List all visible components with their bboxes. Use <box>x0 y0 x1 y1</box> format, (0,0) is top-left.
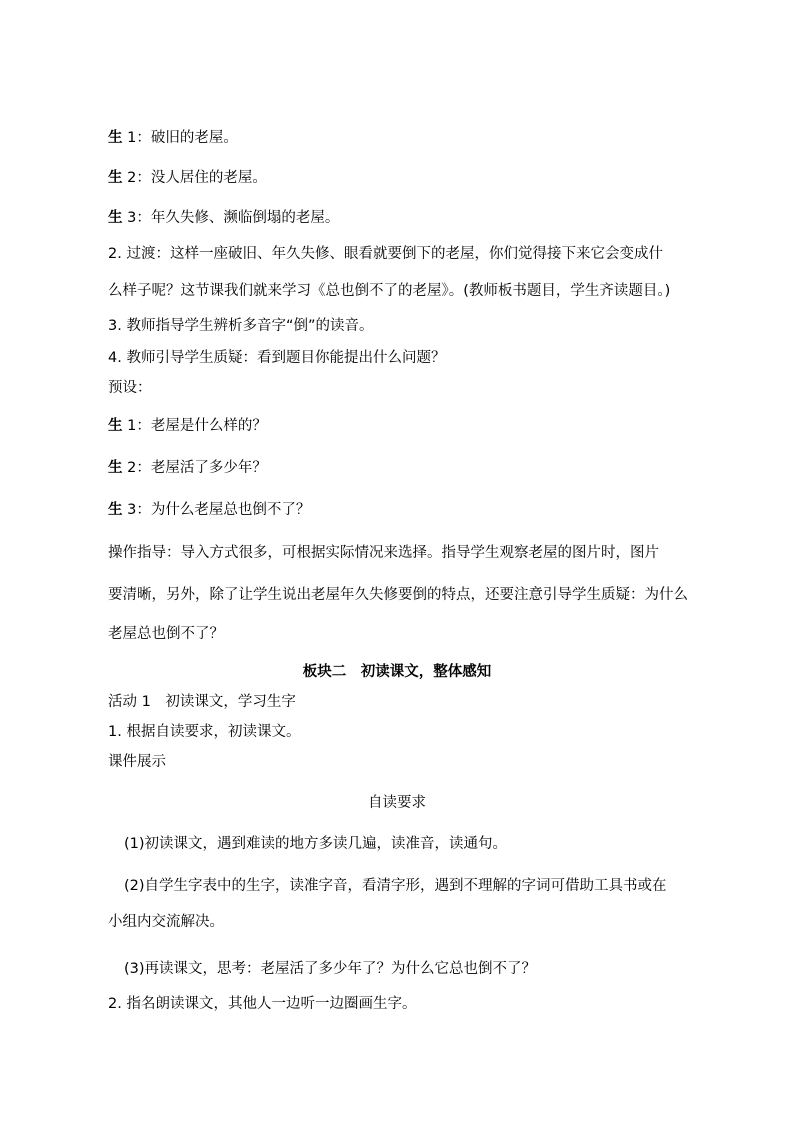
courseware-label: 课件展示 <box>108 754 166 770</box>
question-text: 3：为什么老屋总也倒不了？ <box>122 502 311 518</box>
answer-text: 3：年久失修、濒临倒塌的老屋。 <box>122 210 340 226</box>
requirement-2-cont: 小组内交流解决。 <box>108 914 224 930</box>
requirement-2: (2)自学生字表中的生字，读准字音，看清字形，遇到不理解的字词可借助工具书或在 <box>124 878 667 894</box>
operation-guide-line-1: 操作指导：导入方式很多，可根据实际情况来选择。指导学生观察老屋的图片时，图片 <box>108 545 659 561</box>
question-line-2 <box>108 458 734 478</box>
answer-line-1 <box>108 128 734 148</box>
paragraph-step-3: 3. 教师指导学生辨析多音字“倒”的读音。 <box>108 318 374 334</box>
requirement-1: (1)初读课文，遇到难读的地方多读几遍，读准音，读通句。 <box>124 836 508 852</box>
operation-guide-line-3: 老屋总也倒不了？ <box>108 626 224 642</box>
answer-text: 1：破旧的老屋。 <box>122 130 238 146</box>
question-line-3 <box>108 500 734 520</box>
step-2: 2. 指名朗读课文，其他人一边听一边圈画生字。 <box>108 996 417 1012</box>
question-line-1 <box>108 416 734 436</box>
question-text: 2：老屋活了多少年？ <box>122 460 267 476</box>
section-heading: 板块二 初读课文，整体感知 <box>302 664 492 680</box>
activity-heading: 活动 1 初读课文，学习生字 <box>108 694 296 710</box>
answer-line-2 <box>108 168 734 188</box>
speaker-label: 生 <box>108 502 123 518</box>
operation-guide-line-2: 要清晰，另外，除了让学生说出老屋年久失修要倒的特点，还要注意引导学生质疑：为什么 <box>108 587 688 603</box>
speaker-label: 生 <box>108 418 123 434</box>
paragraph-step-4: 4. 教师引导学生质疑：看到题目你能提出什么问题？ <box>108 350 446 366</box>
answer-line-3 <box>108 208 734 228</box>
speaker-label: 生 <box>108 210 123 226</box>
step-1: 1. 根据自读要求，初读课文。 <box>108 724 301 740</box>
speaker-label: 生 <box>108 130 123 146</box>
speaker-label: 生 <box>108 460 123 476</box>
paragraph-transition-cont: 么样子呢？这节课我们就来学习《总也倒不了的老屋》。(教师板书题目，学生齐读题目。) <box>108 283 671 299</box>
answer-text: 2：没人居住的老屋。 <box>122 170 267 186</box>
question-text: 1：老屋是什么样的？ <box>122 418 267 434</box>
paragraph-transition: 2. 过渡：这样一座破旧、年久失修、眼看就要倒下的老屋，你们觉得接下来它会变成什 <box>108 246 663 262</box>
requirement-3: (3)再读课文，思考：老屋活了多少年了？为什么它总也倒不了？ <box>124 961 537 977</box>
preset-label: 预设： <box>108 380 152 396</box>
reading-requirements-title: 自读要求 <box>368 795 426 811</box>
speaker-label: 生 <box>108 170 123 186</box>
